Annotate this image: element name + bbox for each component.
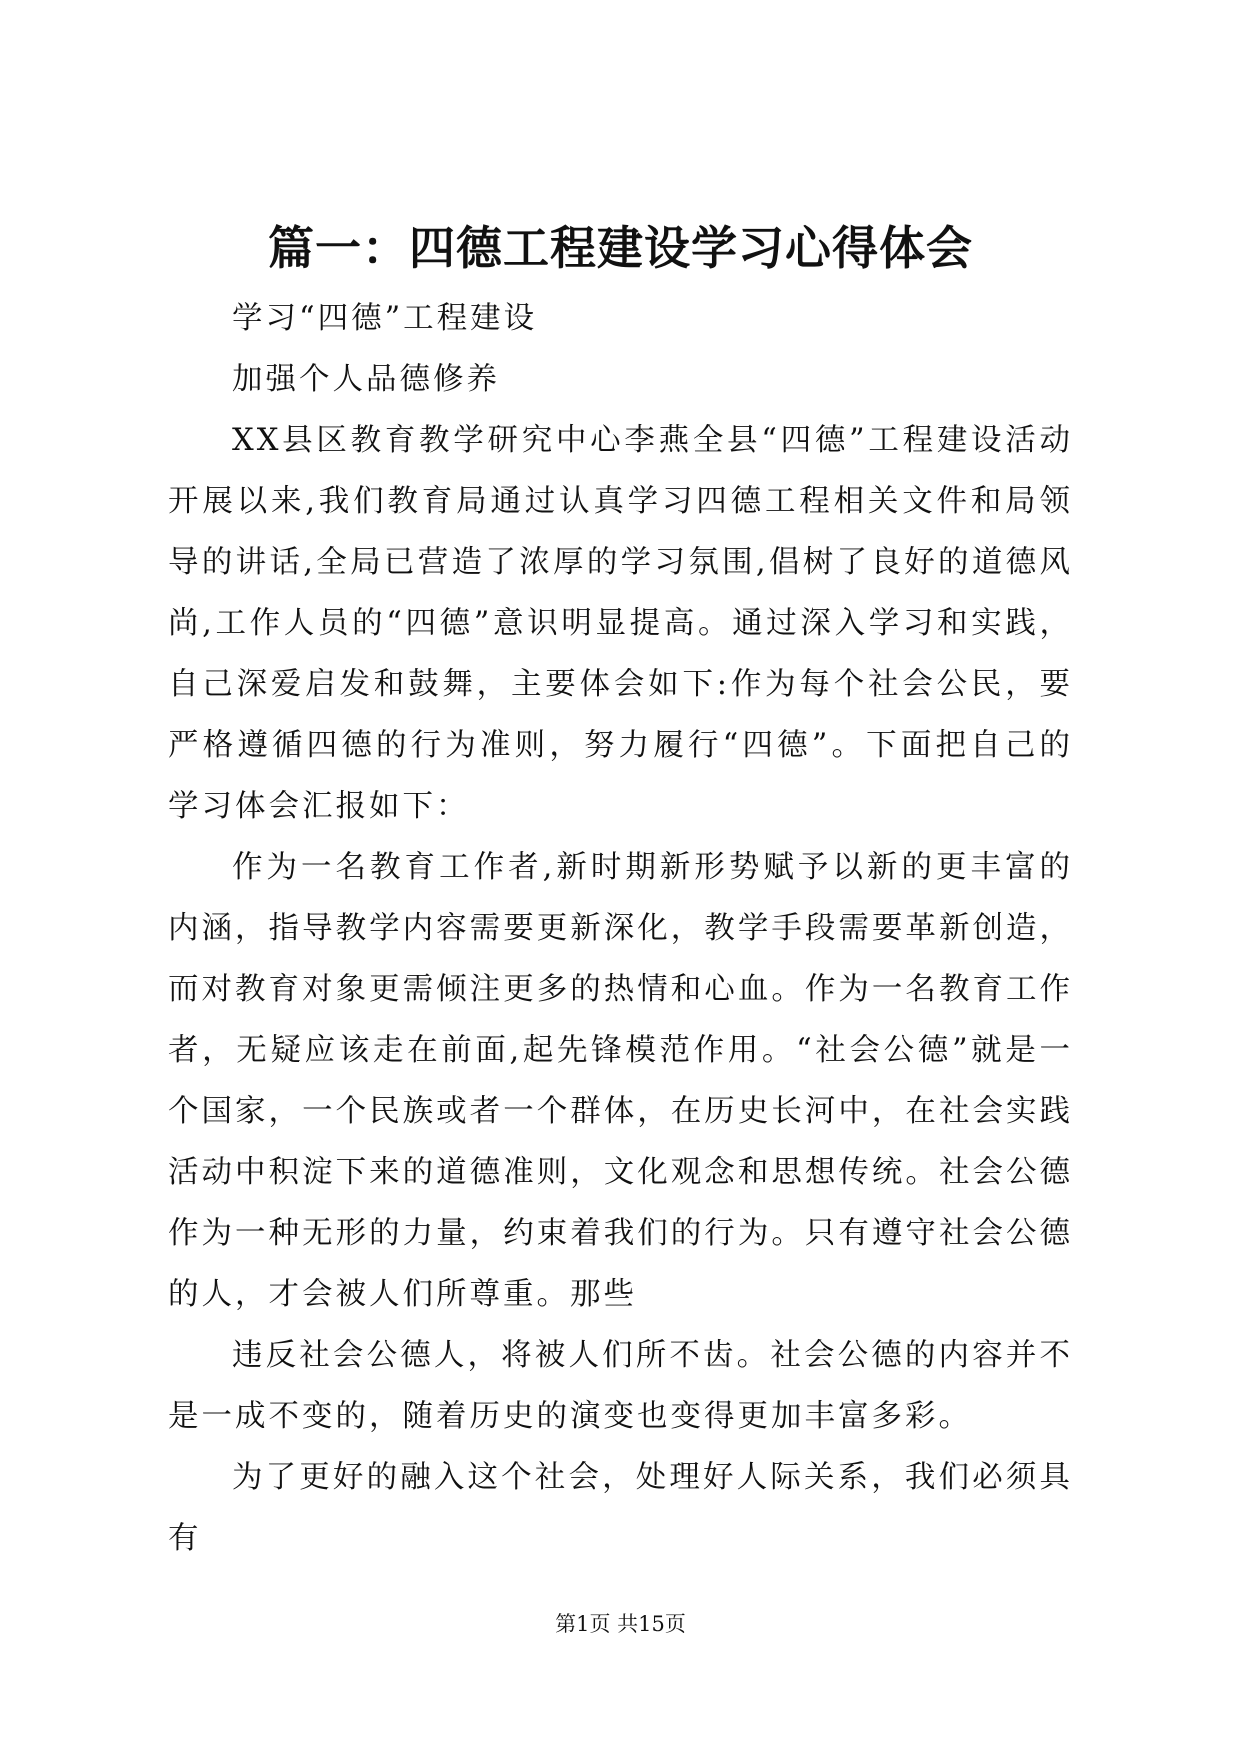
page-number-footer: 第1页 共15页 [555, 1612, 686, 1636]
body-paragraph-2: 作为一名教育工作者,新时期新形势赋予以新的更丰富的内涵，指导教学内容需要更新深化，教学手段需要革新创造，而对教育对象更需倾注更多的热情和心血。作为一名教育工作者，无疑应该走在前面,起先锋模范作用。“社会公德”就是一个国家，一个民族或者一个群体，在历史长河中，在社会实践活动中积淀下来的道德准则，文化观念和思想传统。社会公德作为一种无形的力量，约束着我们的行为。只有遵守社会公德的人，才会被人们所尊重。那些 [168, 850, 1073, 1312]
document-body [168, 288, 1073, 1569]
subtitle-line-1: 学习“四德”工程建设 [232, 301, 538, 336]
body-paragraph-1: XX县区教育教学研究中心李燕全县“四德”工程建设活动开展以来,我们教育局通过认真学习四德工程相关文件和局领导的讲话,全局已营造了浓厚的学习氛围,倡树了良好的道德风尚,工作人员的“四德”意识明显提高。通过深入学习和实践，自己深爱启发和鼓舞，主要体会如下:作为每个社会公民，要严格遵循四德的行为准则，努力履行“四德”。下面把自己的学习体会汇报如下： [168, 423, 1073, 824]
subtitle-line-2: 加强个人品德修养 [232, 362, 500, 397]
document-title: 篇一：四德工程建设学习心得体会 [268, 221, 973, 275]
body-paragraph-4: 为了更好的融入这个社会，处理好人际关系，我们必须具有 [168, 1460, 1073, 1556]
body-paragraph-3: 违反社会公德人，将被人们所不齿。社会公德的内容并不是一成不变的，随着历史的演变也变得更加丰富多彩。 [168, 1338, 1073, 1434]
